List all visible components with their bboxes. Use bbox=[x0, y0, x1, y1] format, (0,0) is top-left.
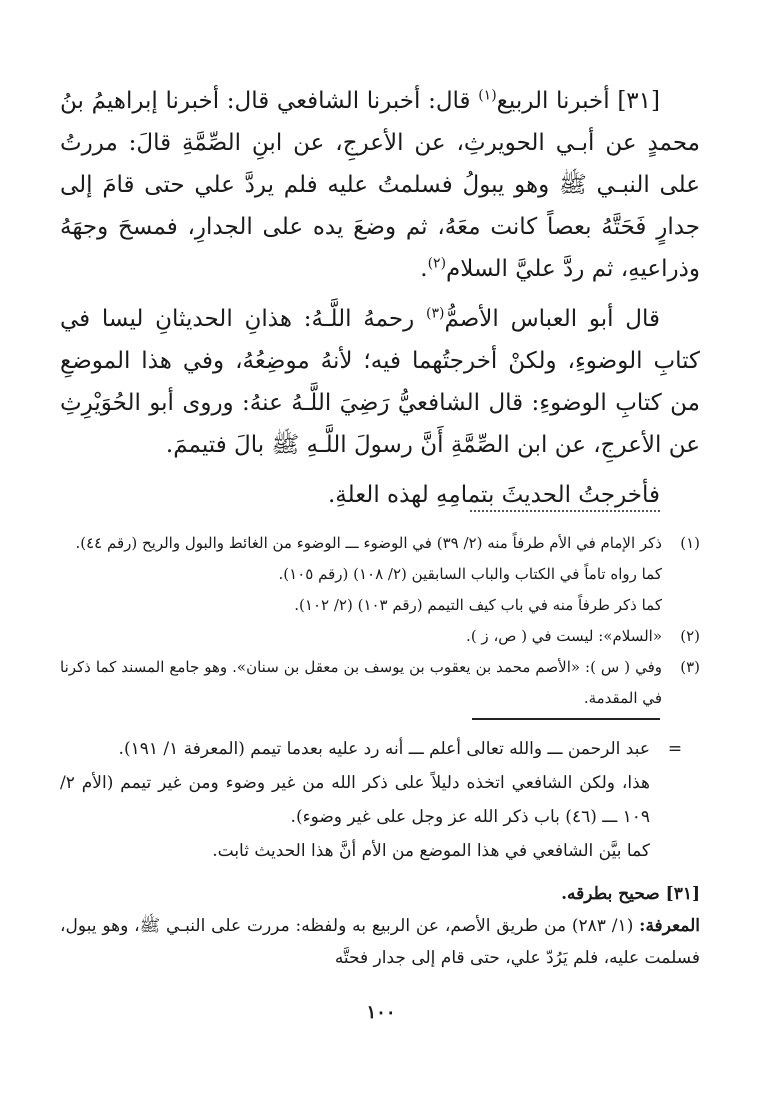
footnote-1 bbox=[60, 528, 700, 559]
hadith-text-end: . bbox=[420, 256, 428, 282]
commentary-line bbox=[60, 732, 700, 766]
footnotes bbox=[60, 528, 700, 714]
footnote-number: (٢) bbox=[680, 627, 700, 645]
footnote-number: (١) bbox=[680, 534, 700, 552]
asam-text-start: قال أبو العباس الأصمُّ bbox=[444, 306, 660, 332]
source-text: (١/ ٢٨٣) من طريق الأصم، عن الربيع به ولفظه: مررت على النبـي ﷺ، وهو يبول، فسلمت عليه، فلم يَرُدّ علي، حتى قام إلى جدار فحتَّه bbox=[60, 916, 700, 968]
footnote-ref-2: (٢) bbox=[427, 255, 447, 272]
footnote-ref-3: (٣) bbox=[426, 305, 445, 322]
commentary-text: هذا، ولكن الشافعي اتخذه دليلاً على ذكر الله من غير وضوء ومن غير تيمم (الأم ٢/ ١٠٩ ـــ (٤٦) باب ذكر الله عز وجل على غير وضوء). bbox=[60, 773, 650, 827]
footnote-ref-1: (١) bbox=[478, 87, 497, 104]
commentary-text: كما بيَّن الشافعي في هذا الموضع من الأم أنَّ هذا الحديث ثابت. bbox=[212, 841, 650, 861]
footnote-number: (٣) bbox=[680, 658, 700, 676]
footnote-text: وفي ( س ): «الأصم محمد بن يعقوب بن يوسف بن معقل بن سنان». وهو جامع المسند كما ذكرنا في المقدمة. bbox=[60, 658, 662, 707]
footnote-1-continuation: كما رواه تاماً في الكتاب والباب السابقين (٢/ ١٠٨) (رقم ١٠٥). bbox=[278, 565, 662, 583]
footnote-text: ذكر الإمام في الأم طرفاً منه (٢/ ٣٩) في الوضوء ـــ الوضوء من الغائط والبول والريح (رقم ٤٤). bbox=[75, 534, 662, 552]
hadith-paragraph bbox=[60, 80, 700, 290]
footnote-separator bbox=[470, 510, 660, 512]
page-number: ١٠٠ bbox=[366, 1002, 396, 1023]
source-reference bbox=[60, 910, 700, 974]
commentary bbox=[60, 732, 700, 868]
footnote-2 bbox=[60, 621, 700, 652]
commentary-separator bbox=[472, 718, 660, 720]
main-text bbox=[60, 80, 700, 524]
source-label: المعرفة: bbox=[639, 916, 700, 936]
asam-paragraph bbox=[60, 298, 700, 466]
hadith-text-start: [٣١] أخبرنا الربيع bbox=[496, 88, 660, 114]
asam-text-body: رحمهُ اللَّـهُ: هذانِ الحديثانِ ليسا في كتابِ الوضوءِ، ولكنْ أخرجتُهما فيه؛ لأنهُ موضِعُهُ، وفي هذا الموضعِ من كتابِ الوضوءِ: قال الشافعيُّ رَضِيَ اللَّـهُ عنهُ: وروى أبو الحُوَيْرِثِ عن الأعرجِ، عن ابن الصِّمَّةِ أَنَّ رسولَ اللَّـهِ ﷺ بالَ فتيممَ. bbox=[60, 306, 700, 458]
hadith-grading: [٣١] صحيح بطرقه. bbox=[561, 884, 700, 904]
footnote-3 bbox=[60, 652, 700, 714]
footnote-1-continuation: كما ذكر طرفاً منه في باب كيف التيمم (رقم ١٠٣) (٢/ ١٠٢). bbox=[294, 596, 662, 614]
hadith-text-body: قال: أخبرنا الشافعي قال: أخبرنا إبراهيمُ بنُ محمدٍ عن أبـي الحويرثِ، عن الأعرجِ، عن ابنِ الصِّمَّةِ قالَ: مررتُ على النبـي ﷺ وهو يبولُ فسلمتُ عليه فلم يردَّ علي حتى قامَ إلى جدارٍ فَحَتَّهُ بعصاً كانت معَهُ، ثم وضعَ يده على الجدارِ، فمسحَ وجهَهُ وذراعيهِ، ثم ردَّ عليَّ السلام bbox=[60, 88, 700, 282]
commentary-text: عبد الرحمن ـــ والله تعالى أعلم ـــ أنه رد عليه بعدما تيمم (المعرفة ١/ ١٩١). bbox=[118, 739, 650, 759]
closing-paragraph: فأخرجتُ الحديثَ بتمامِهِ لهذه العلةِ. bbox=[327, 482, 660, 508]
continuation-mark: = bbox=[667, 739, 683, 759]
footnote-text: «السلام»: ليست في ( ص، ز ). bbox=[466, 627, 662, 645]
